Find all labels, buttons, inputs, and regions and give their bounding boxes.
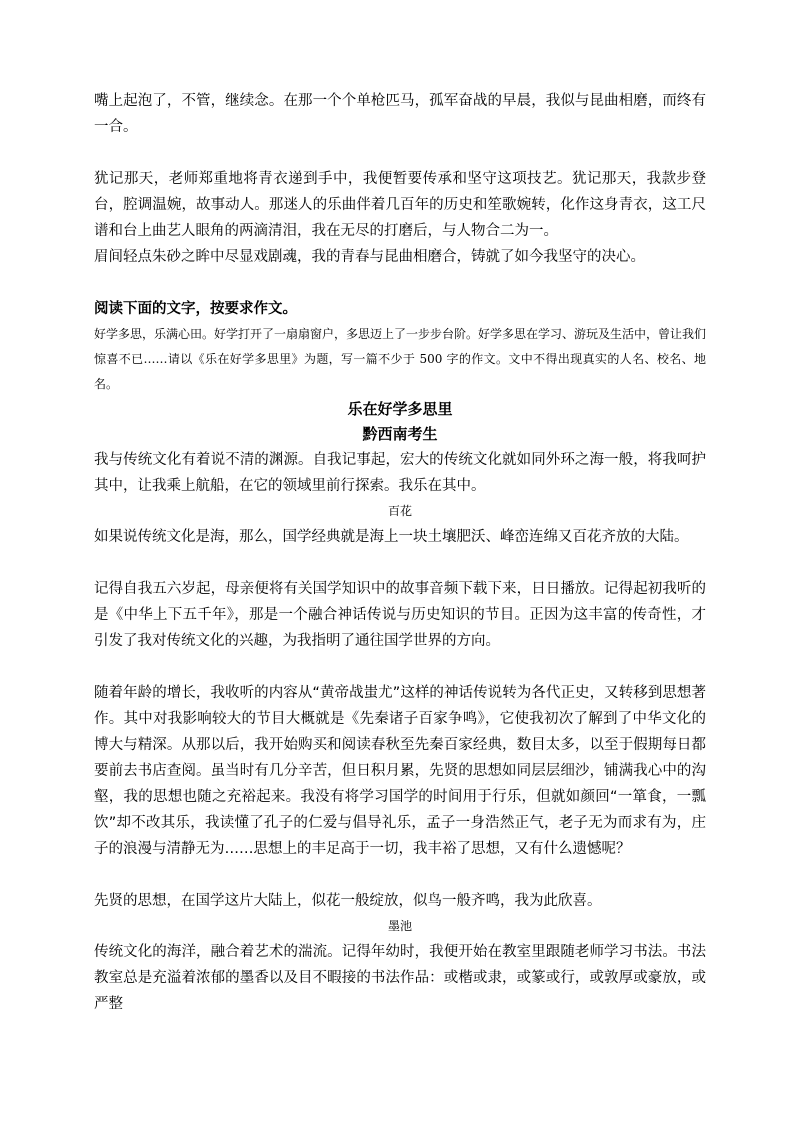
essay-paragraph-3: 记得自我五六岁起，母亲便将有关国学知识中的故事音频下载下来，日日播放。记得起初我听的是《中华上下五千年》，那是一个融合神话传说与历史知识的节目。正因为这丰富的传奇性，才引发了我对传统文化的兴趣，为我指明了通往国学世界的方向。 bbox=[94, 581, 706, 649]
essay-author: 黔西南考生 bbox=[362, 425, 438, 443]
paragraph-3: 眉间轻点朱砂之眸中尽显戏剧魂，我的青春与昆曲相磨合，铸就了如今我坚守的决心。 bbox=[94, 249, 645, 265]
section-heading-2: 墨池 bbox=[387, 919, 412, 933]
essay-paragraph-2: 如果说传统文化是海，那么，国学经典就是海上一块土壤肥沃、峰峦连绵又百花齐放的大陆。 bbox=[94, 529, 689, 545]
essay-paragraph-4: 随着年龄的增长，我收听的内容从“黄帝战蚩尤”这样的神话传说转为各代正史，又转移到思想著作。其中对我影响较大的节目大概就是《先秦诸子百家争鸣》，它使我初次了解到了中华文化的博大与精深。从那以后，我开始购买和阅读春秋至先秦百家经典，数目太多，以至于假期每日都要前去书店查阅。虽当时有几分辛苦，但日积月累，先贤的思想如同层层细沙，铺满我心中的沟壑，我的思想也随之充裕起来。我没有将学习国学的时间用于行乐，但就如颜回“一箪食，一瓢饮”却不改其乐，我读懂了孔子的仁爱与倡导礼乐，孟子一身浩然正气，老子无为而求有为，庄子的浪漫与清静无为……思想上的丰足高于一切，我丰裕了思想，又有什么遗憾呢？ bbox=[94, 685, 706, 857]
essay-paragraph-1: 我与传统文化有着说不清的渊源。自我记事起，宏大的传统文化就如同外环之海一般，将我呵护其中，让我乘上航船，在它的领域里前行探索。我乐在其中。 bbox=[94, 452, 706, 494]
document-page bbox=[94, 88, 706, 1017]
essay-title: 乐在好学多思里 bbox=[347, 400, 453, 418]
paragraph-2: 犹记那天，老师郑重地将青衣递到手中，我便暂要传承和坚守这项技艺。犹记那天，我款步登台，腔调温婉，故事动人。那迷人的乐曲伴着几百年的历史和笙歌婉转，化作这身青衣，这工尺谱和台上曲艺人眼角的两滴清泪，我在无尽的打磨后，与人物合二为一。 bbox=[94, 171, 706, 239]
prompt-text: 好学多思，乐满心田。好学打开了一扇扇窗户，多思迈上了一步步台阶。好学多思在学习、游玩及生活中，曾让我们惊喜不已……请以《乐在好学多思里》为题，写一篇不少于 500 字的作文。文中不得出现真实的人名、校名、地名。 bbox=[94, 327, 707, 391]
essay-paragraph-5: 先贤的思想，在国学这片大陆上，似花一般绽放，似鸟一般齐鸣，我为此欣喜。 bbox=[94, 893, 602, 909]
section-heading-1: 百花 bbox=[387, 504, 412, 518]
paragraph-1: 嘴上起泡了，不管，继续念。在那一个个单枪匹马，孤军奋战的早晨，我似与昆曲相磨，而终有一合。 bbox=[94, 93, 706, 135]
essay-paragraph-6: 传统文化的海洋，融合着艺术的湍流。记得年幼时，我便开始在教室里跟随老师学习书法。书法教室总是充溢着浓郁的墨香以及目不暇接的书法作品：或楷或隶，或篆或行，或敦厚或豪放，或严整 bbox=[94, 944, 706, 1012]
prompt-heading: 阅读下面的文字，按要求作文。 bbox=[94, 301, 297, 317]
